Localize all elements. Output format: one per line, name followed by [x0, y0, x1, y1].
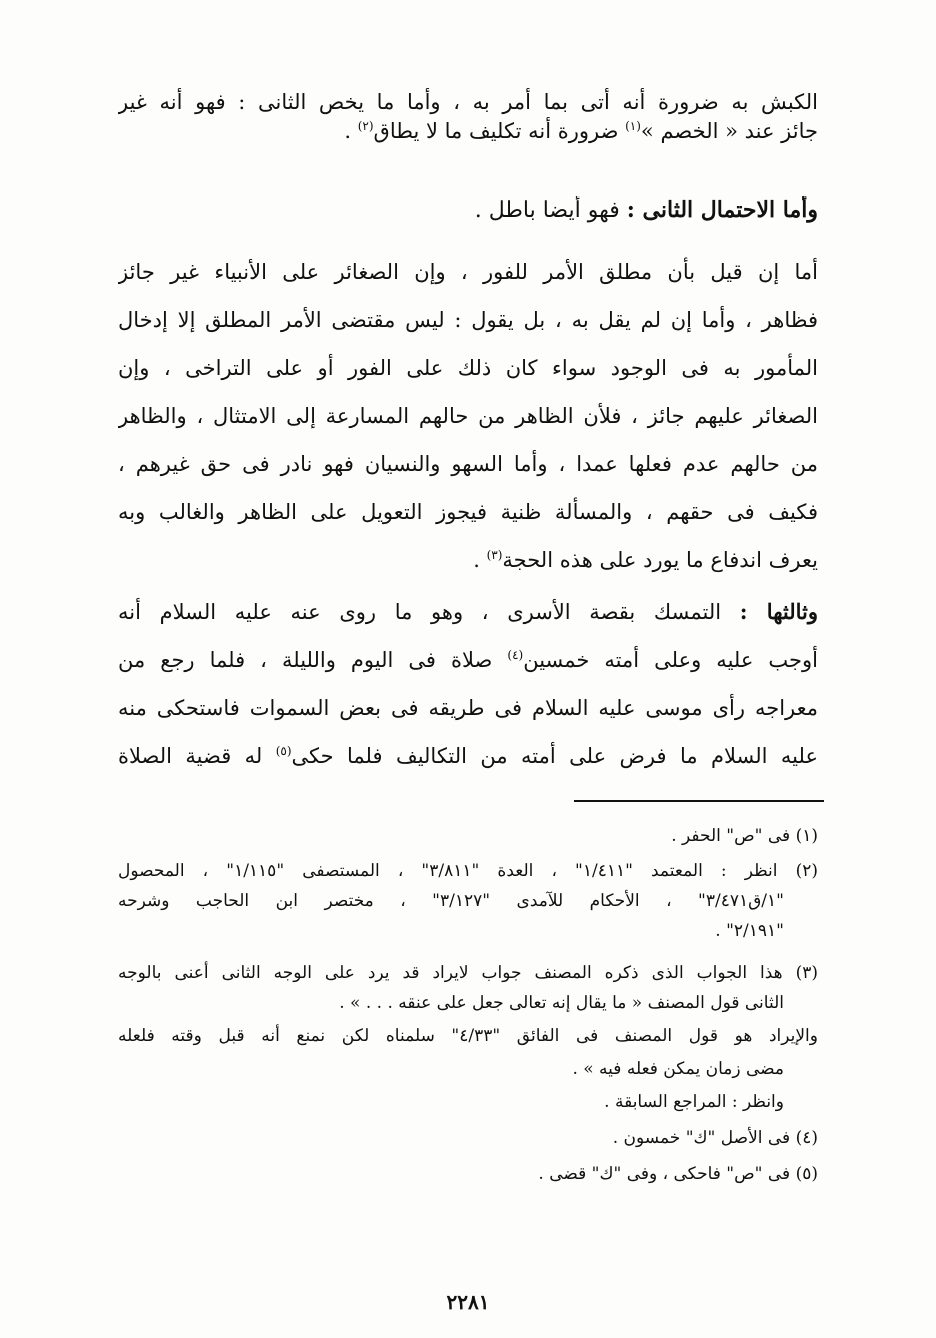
page-number: ٢٢٨١: [446, 1290, 490, 1314]
text-line: وثالثها : التمسك بقصة الأسرى ، وهو ما روى عنه عليه السلام أنه: [118, 599, 818, 624]
footnote-2-cont: "١/ق٣/٤٧١" ، الأحكام للآمدى "٣/١٢٧" ، مختصر ابن الحاجب وشرحه: [118, 891, 784, 911]
footnotes: [118, 824, 818, 1192]
text-line: المأمور به فى الوجود سواء كان ذلك على الفور أو على التراخى ، وإن: [118, 356, 818, 380]
footnote-rule: [574, 800, 824, 802]
text-line: أما إن قيل بأن مطلق الأمر للفور ، وإن الصغائر على الأنبياء غير جائز: [118, 260, 818, 284]
footnote-2: (٢) انظر : المعتمد "١/٤١١" ، العدة "٣/٨١١" ، المستصفى "١/١١٥" ، المحصول: [118, 861, 818, 881]
text-line: أوجب عليه وعلى أمته خمسين$^{(٤)}$ صلاة فى اليوم والليلة ، فلما رجع من: [118, 648, 818, 672]
footnote-5: (٥) فى "ص" فاحكى ، وفى "ك" قضى .: [538, 1164, 818, 1184]
text-line: الصغائر عليهم جائز ، فلأن الظاهر من حالهم المسارعة إلى الامتثال ، والظاهر: [118, 404, 818, 428]
section-heading: وثالثها :: [739, 599, 818, 624]
footnote-3-cont: والإيراد هو قول المصنف فى الفائق "٤/٣٣" سلمناه لكن نمنع أنه قبل وقته فلعله: [118, 1026, 818, 1046]
paragraph-2: [118, 196, 818, 225]
text-line: جائز عند « الخصم »$^{(١)}$ ضرورة أنه تكليف ما لا يطاق$^{(٢)}$ .: [344, 119, 818, 143]
paragraph-4: [118, 588, 818, 780]
footnote-3-cont: مضى زمان يمكن فعله فيه » .: [572, 1059, 784, 1079]
footnote-ref: (٣): [486, 548, 503, 562]
footnote-ref: (١): [625, 119, 641, 133]
footnote-1: (١) فى "ص" الحفر .: [671, 826, 818, 846]
footnote-2-cont: "٢/١٩١" .: [715, 921, 784, 941]
paragraph-3: [118, 248, 818, 584]
text-line: فكيف فى حقهم ، والمسألة ظنية فيجوز التعويل على الظاهر والغالب وبه: [118, 500, 818, 524]
footnote-3: (٣) هذا الجواب الذى ذكره المصنف جواب لايراد قد يرد على الوجه الثانى أعنى بالوجه: [118, 963, 818, 983]
text-line: فظاهر ، وأما إن لم يقل به ، بل يقول : ليس مقتضى الأمر المطلق إلا إدخال: [118, 308, 818, 332]
footnote-3-cont: الثانى قول المصنف « ما يقال إنه تعالى جعل على عنقه . . . » .: [339, 993, 784, 1013]
footnote-ref: (٢): [357, 119, 374, 133]
text-line: معراجه رأى موسى عليه السلام فى طريقه فى بعض السموات فاستحكى منه: [118, 696, 818, 720]
text-line: الكبش به ضرورة أنه أتى بما أمر به ، وأما ما يخص الثانى : فهو أنه غير: [118, 90, 818, 114]
paragraph-1: [118, 88, 818, 146]
text-line: من حالهم عدم فعلها عمدا ، وأما السهو والنسيان فهو نادر فى حق غيرهم ،: [118, 452, 818, 476]
text-line: عليه السلام ما فرض على أمته من التكاليف فلما حكى$^{(٥)}$ له قضية الصلاة: [118, 744, 818, 768]
text-line: وأما الاحتمال الثانى : فهو أيضا باطل .: [474, 197, 818, 223]
text-line: يعرف اندفاع ما يورد على هذه الحجة$^{(٣)}$ .: [473, 548, 818, 572]
footnote-3-cont: وانظر : المراجع السابقة .: [604, 1092, 784, 1112]
footnote-4: (٤) فى الأصل "ك" خمسون .: [612, 1128, 818, 1148]
footnote-ref: (٤): [507, 648, 524, 662]
footnote-ref: (٥): [275, 744, 292, 758]
section-heading: وأما الاحتمال الثانى :: [626, 197, 818, 223]
